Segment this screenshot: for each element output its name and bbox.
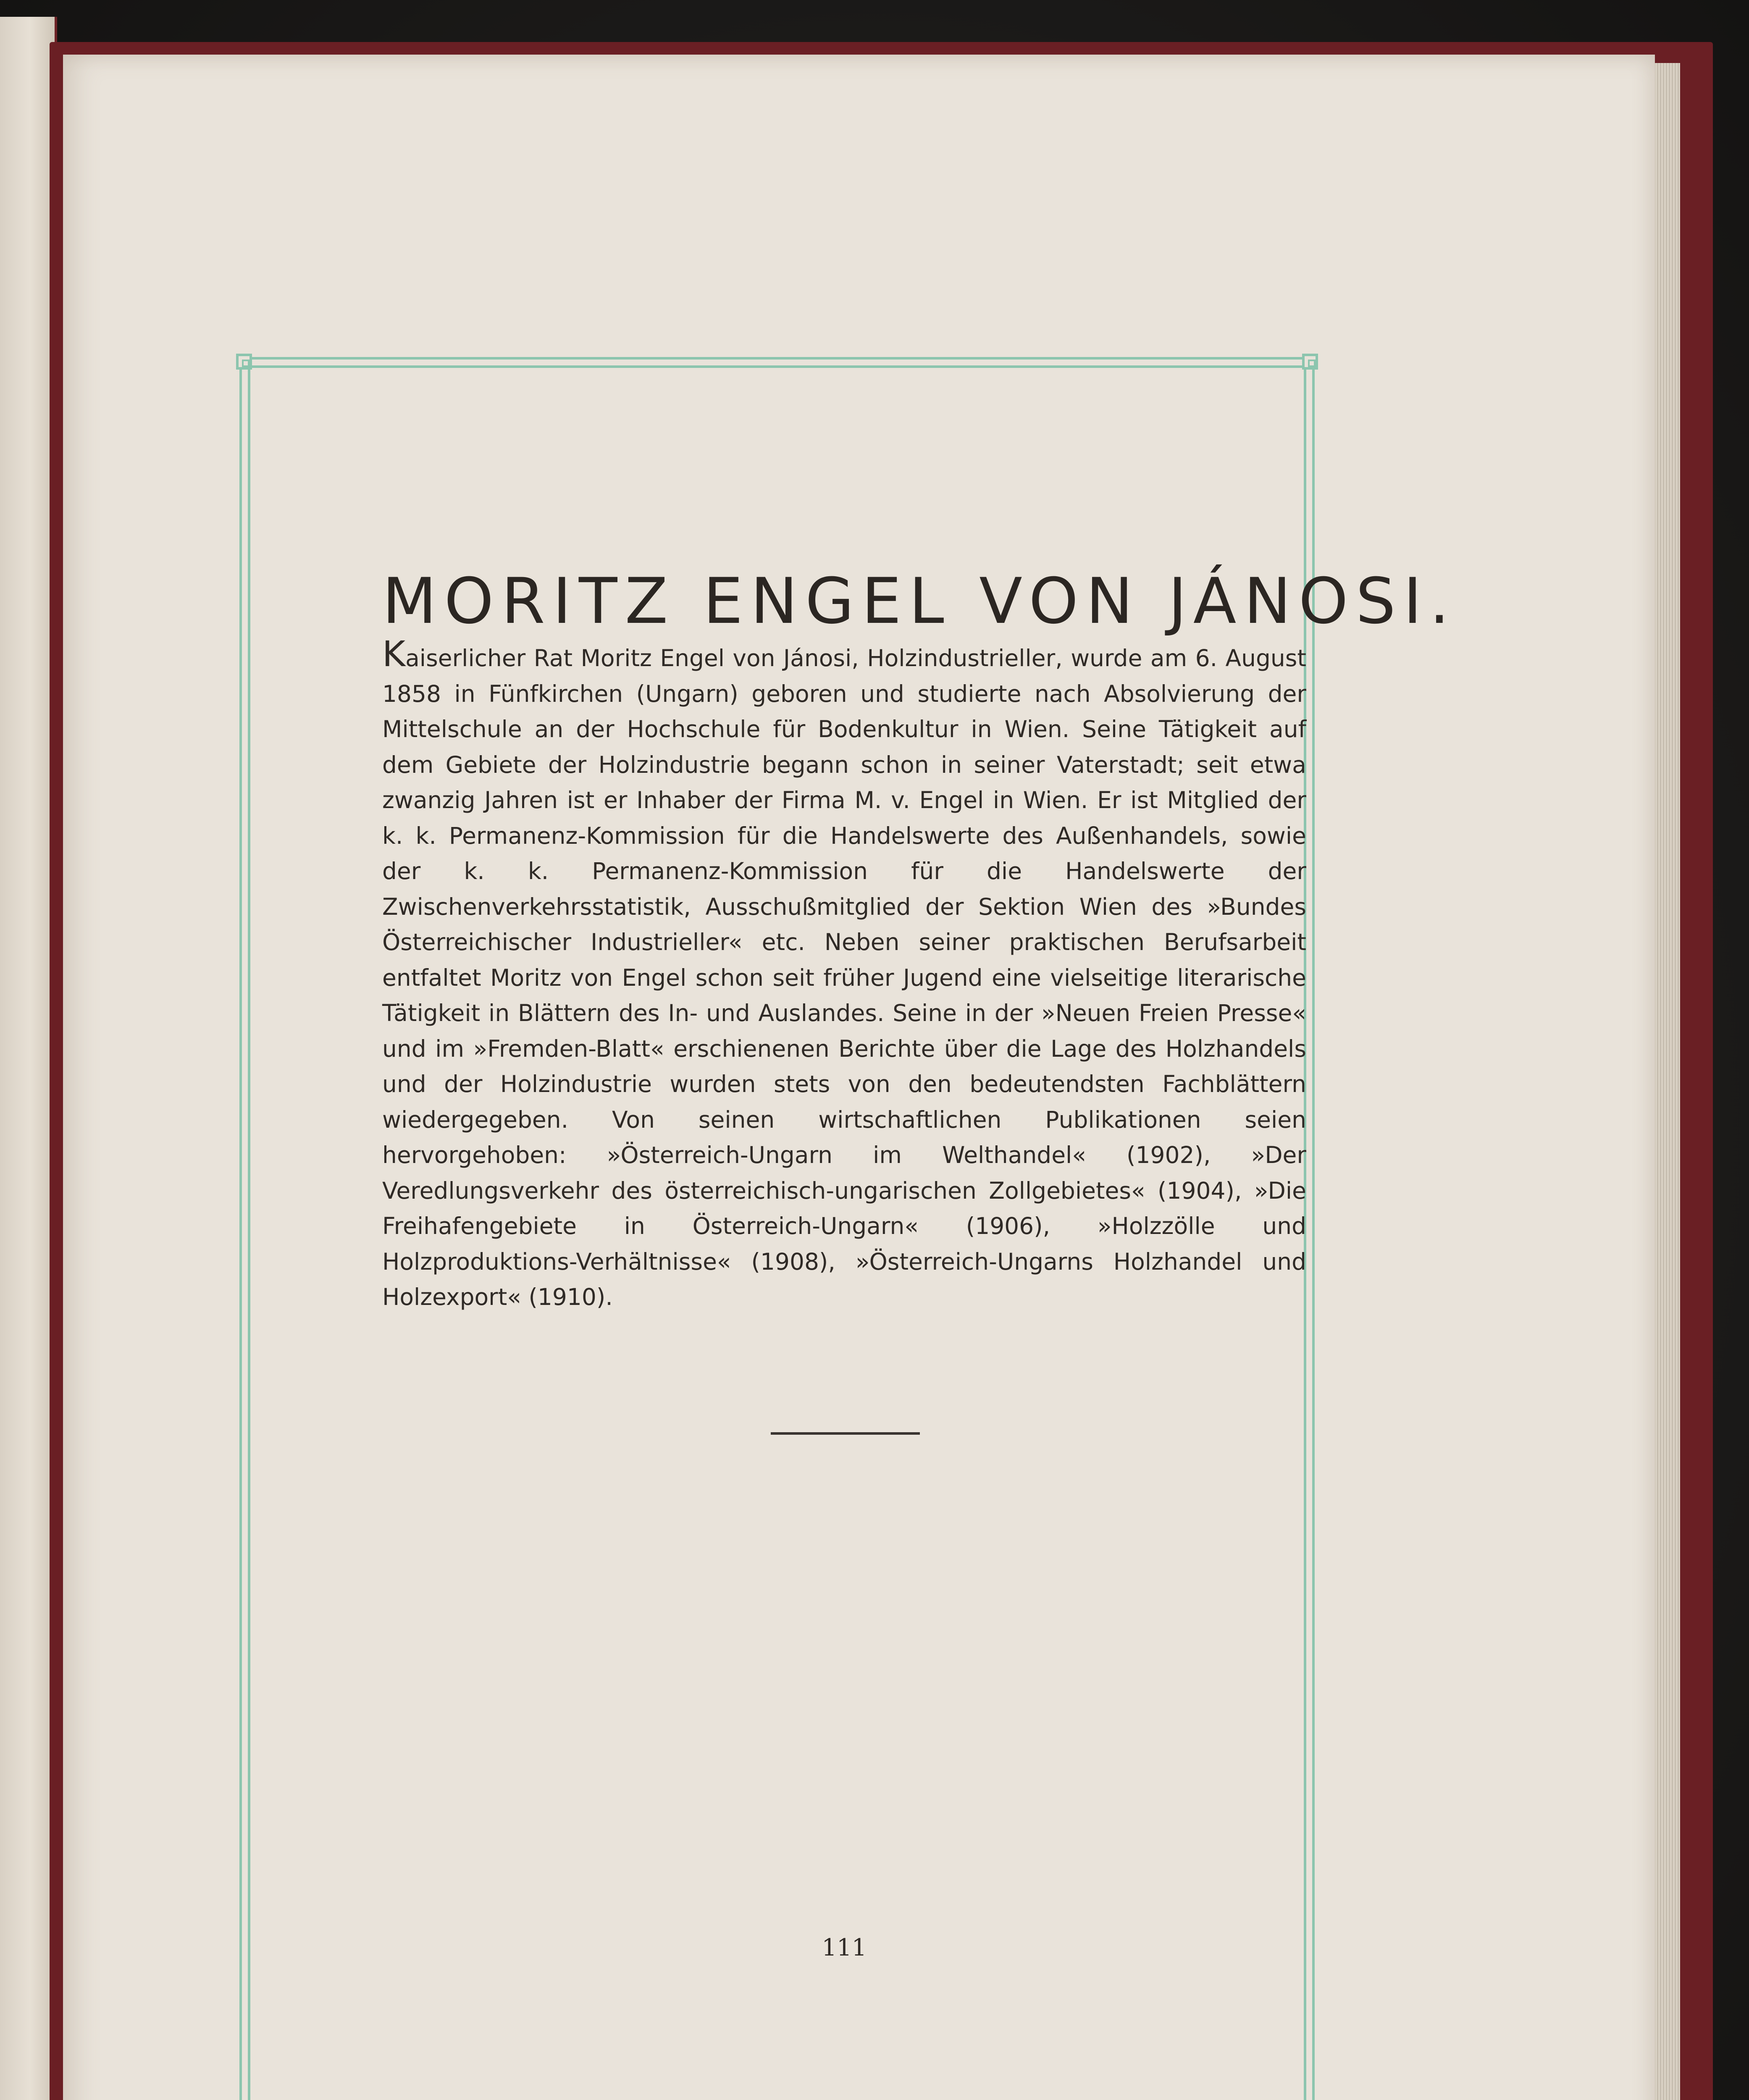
biography-paragraph xyxy=(382,633,1306,1315)
frame-corner-ornament xyxy=(236,354,252,370)
page-number: 111 xyxy=(822,1934,867,1961)
book-page xyxy=(63,55,1655,2100)
initial-letter: K xyxy=(382,633,406,675)
page-title: MORITZ ENGEL VON JÁNOSI. xyxy=(382,565,1457,638)
section-divider xyxy=(771,1432,920,1435)
frame-corner-ornament xyxy=(1302,354,1318,370)
biography-text: aiserlicher Rat Moritz Engel von Jánosi, Holzindustrieller, wurde am 6. August 1858 in Fünfkirchen (Ungarn) geboren und studierte nach Absolvierung der Mittelschule an der Hochschule für Bodenkultur in Wien. Seine Tätigkeit auf dem Gebiete der Holzindustrie begann schon in seiner Vaterstadt; seit etwa zwanzig Jahren ist er Inhaber der Firma M. v. Engel in Wien. Er ist Mitglied der k. k. Permanenz-Kommission für die Handelswerte des Außenhandels, sowie der k. k. Permanenz-Kommission für die Handelswerte der Zwischenverkehrsstatistik, Ausschußmitglied der Sektion Wien des »Bundes Österreichischer Industrieller« etc. Neben seiner praktischen Berufsarbeit entfaltet Moritz von Engel schon seit früher Jugend eine vielseitige literarische Tätigkeit in Blättern des In- und Auslandes. Seine in der »Neuen Freien Presse« und im »Fremden-Blatt« erschienenen Berichte über die Lage des Holzhandels und der Holzindustrie wurden stets von den bedeutendsten Fachblättern wiedergegeben. Von seinen wirtschaftlichen Publikationen seien hervorgehoben: »Österreich-Ungarn im Welthandel« (1902), »Der Veredlungsverkehr des österreichisch-ungarischen Zollgebietes« (1904), »Die Freihafengebiete in Österreich-Ungarn« (1906), »Holzzölle und Holzproduktions-Verhältnisse« (1908), »Österreich-Ungarns Holzhandel und Holzexport« (1910). xyxy=(382,645,1306,1310)
left-page-edge xyxy=(0,17,57,2100)
